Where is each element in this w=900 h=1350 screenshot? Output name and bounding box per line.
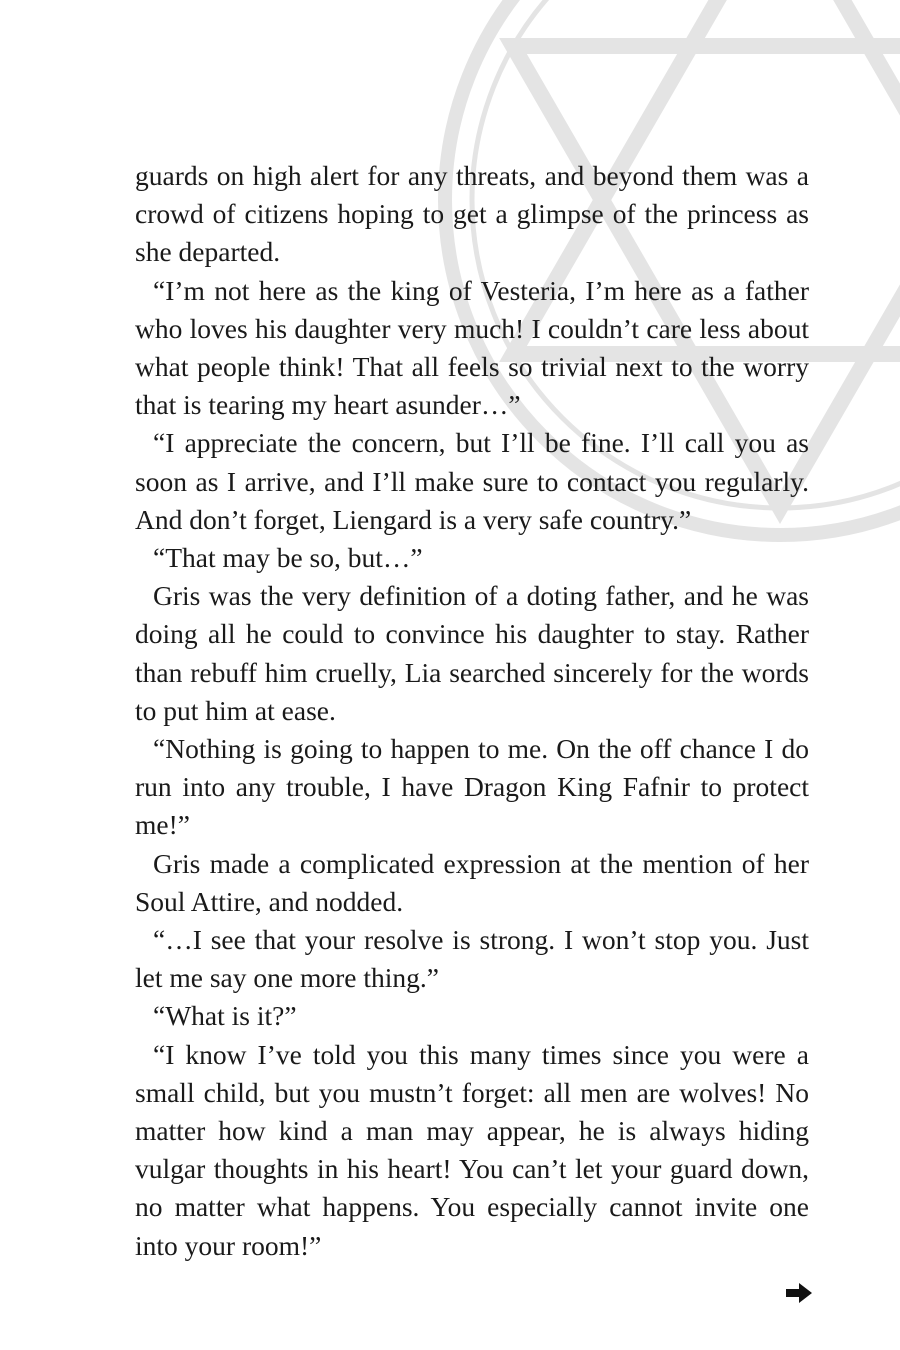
paragraph-8: “…I see that your resolve is strong. I won’t stop you. Just let me say one more thing.” <box>135 924 809 994</box>
paragraph-6: “Nothing is going to happen to me. On the off chance I do run into any trouble, I have Dragon King Fafnir to protect me!” <box>135 733 809 841</box>
paragraph-9: “What is it?” <box>153 1000 297 1032</box>
paragraph-5: Gris was the very definition of a doting father, and he was doing all he could to convince his daughter to stay. Rather than rebuff him cruelly, Lia searched sincerely for the words to put him at ease. <box>135 580 809 726</box>
paragraph-1: guards on high alert for any threats, and beyond them was a crowd of citizens hoping to get a glimpse of the princess as she departed. <box>135 160 809 268</box>
page-body-text <box>135 157 809 1265</box>
paragraph-2: “I’m not here as the king of Vesteria, I’m here as a father who loves his daughter very much! I couldn’t care less about what people think! That all feels so trivial next to the worry that is tearing my heart asunder…” <box>135 274 809 421</box>
paragraph-10: “I know I’ve told you this many times since you were a small child, but you mustn’t forget: all men are wolves! No matter how kind a man may appear, he is always hiding vulgar thoughts in his heart! You can’t let your guard down, no matter what happens. You especially cannot invite one into your room!” <box>135 1038 809 1261</box>
next-page-button[interactable] <box>786 1283 812 1303</box>
paragraph-3: “I appreciate the concern, but I’ll be fine. I’ll call you as soon as I arrive, and I’ll make sure to contact you regularly. And don’t forget, Liengard is a very safe country.” <box>135 427 809 535</box>
arrow-right-icon <box>786 1283 812 1303</box>
paragraph-4: “That may be so, but…” <box>153 542 423 574</box>
paragraph-7: Gris made a complicated expression at the mention of her Soul Attire, and nodded. <box>135 847 809 917</box>
